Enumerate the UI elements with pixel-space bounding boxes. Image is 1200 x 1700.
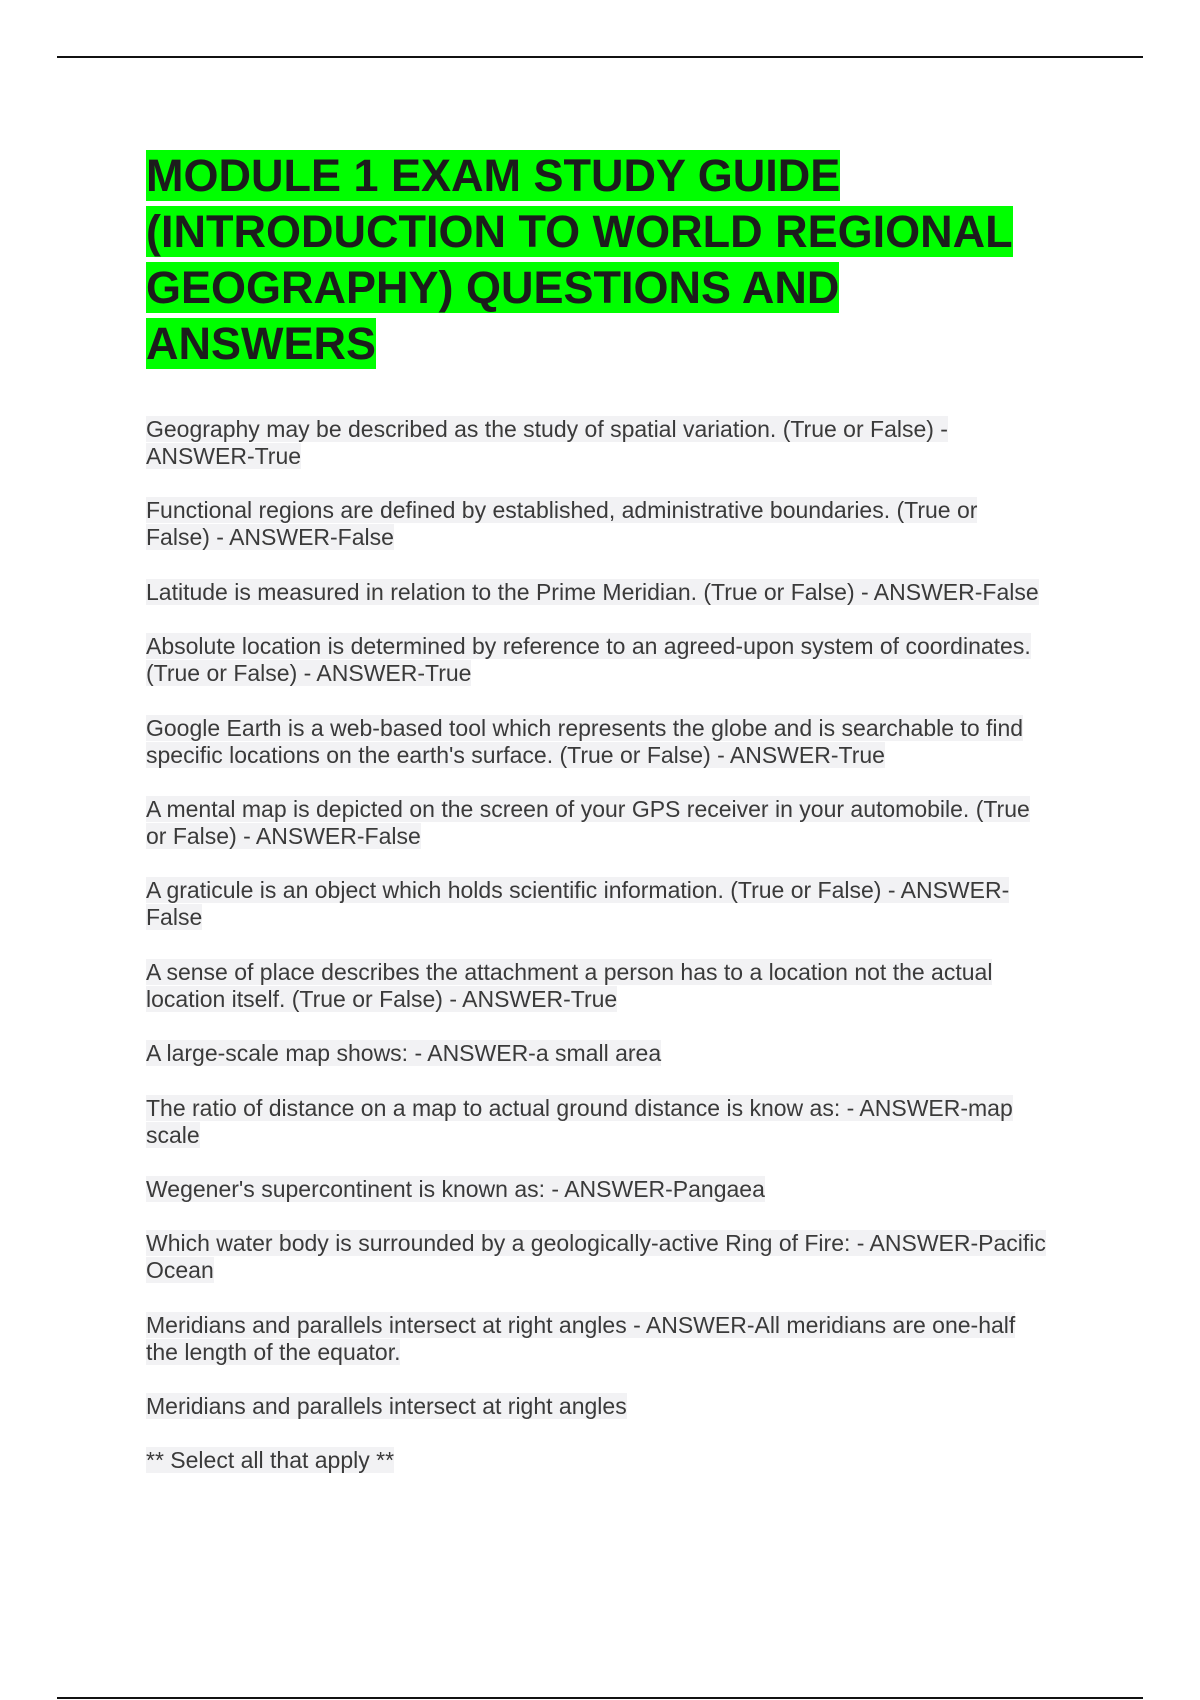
qa-item [146, 1095, 1046, 1149]
document-title [146, 148, 1046, 372]
qa-item [146, 1230, 1046, 1284]
qa-text: A large-scale map shows: - ANSWER-a small area [146, 1040, 662, 1067]
qa-text: Wegener's supercontinent is known as: - ANSWER-Pangaea [146, 1175, 765, 1202]
qa-text: Absolute location is determined by reference to an agreed-upon system of coordinates. (True or False) - ANSWER-True [146, 633, 1031, 687]
qa-item [146, 1447, 1046, 1474]
qa-item [146, 416, 1046, 470]
top-rule [57, 56, 1143, 58]
qa-item [146, 633, 1046, 687]
qa-text: Meridians and parallels intersect at right angles - ANSWER-All meridians are one-half the length of the equator. [146, 1311, 1016, 1365]
qa-item [146, 796, 1046, 850]
qa-text: A mental map is depicted on the screen of your GPS receiver in your automobile. (True or False) - ANSWER-False [146, 795, 1030, 849]
qa-item [146, 959, 1046, 1013]
question-answer-list [146, 416, 1046, 1474]
qa-item [146, 497, 1046, 551]
qa-text: Latitude is measured in relation to the Prime Meridian. (True or False) - ANSWER-False [146, 578, 1039, 605]
qa-text: The ratio of distance on a map to actual ground distance is know as: - ANSWER-map scale [146, 1094, 1013, 1148]
document-title-text: MODULE 1 EXAM STUDY GUIDE (INTRODUCTION TO WORLD REGIONAL GEOGRAPHY) QUESTIONS AND ANSWERS [146, 150, 1013, 369]
qa-text: Functional regions are defined by established, administrative boundaries. (True or False) - ANSWER-False [146, 497, 978, 551]
qa-item [146, 715, 1046, 769]
document-body [146, 148, 1046, 1502]
qa-item [146, 877, 1046, 931]
qa-item [146, 1040, 1046, 1067]
qa-text: A sense of place describes the attachment a person has to a location not the actual location itself. (True or False) - ANSWER-True [146, 958, 993, 1012]
qa-item [146, 1312, 1046, 1366]
qa-text: Google Earth is a web-based tool which represents the globe and is searchable to find specific locations on the earth's surface. (True or False) - ANSWER-True [146, 714, 1024, 768]
qa-text: ** Select all that apply ** [146, 1447, 395, 1474]
bottom-rule [57, 1697, 1143, 1699]
qa-item [146, 1393, 1046, 1420]
qa-text: Which water body is surrounded by a geologically-active Ring of Fire: - ANSWER-Pacific Ocean [146, 1230, 1046, 1284]
qa-text: Meridians and parallels intersect at right angles [146, 1393, 627, 1420]
qa-item [146, 579, 1046, 606]
qa-text: A graticule is an object which holds scientific information. (True or False) - ANSWER-False [146, 877, 1010, 931]
qa-text: Geography may be described as the study of spatial variation. (True or False) - ANSWER-True [146, 416, 948, 469]
qa-item [146, 1176, 1046, 1203]
